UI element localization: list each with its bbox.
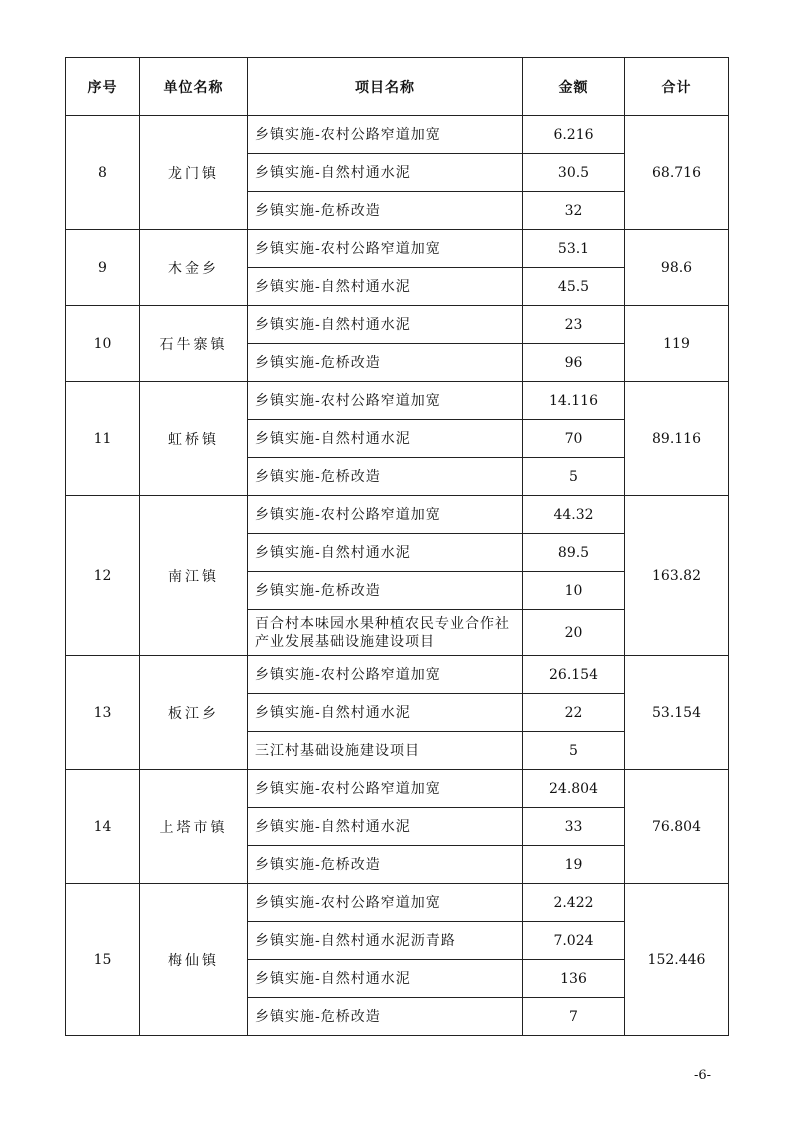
amount-cell: 32: [523, 192, 625, 230]
project-cell: 乡镇实施-自然村通水泥: [248, 960, 523, 998]
amount-cell: 70: [523, 420, 625, 458]
project-cell: 三江村基础设施建设项目: [248, 732, 523, 770]
funding-table: [65, 57, 729, 1036]
project-cell: 乡镇实施-自然村通水泥: [248, 808, 523, 846]
amount-cell: 24.804: [523, 770, 625, 808]
project-cell: 乡镇实施-危桥改造: [248, 846, 523, 884]
project-cell: 乡镇实施-危桥改造: [248, 192, 523, 230]
unit-cell: 板江乡: [140, 656, 248, 770]
amount-cell: 20: [523, 610, 625, 656]
amount-cell: 10: [523, 572, 625, 610]
amount-cell: 30.5: [523, 154, 625, 192]
header-total: 合计: [625, 58, 729, 116]
header-project: 项目名称: [248, 58, 523, 116]
total-cell: 119: [625, 306, 729, 382]
table-row: [66, 770, 729, 808]
project-cell: 乡镇实施-农村公路窄道加宽: [248, 656, 523, 694]
seq-cell: 11: [66, 382, 140, 496]
project-cell: 乡镇实施-危桥改造: [248, 572, 523, 610]
total-cell: 89.116: [625, 382, 729, 496]
project-cell: 乡镇实施-农村公路窄道加宽: [248, 496, 523, 534]
project-cell: 乡镇实施-危桥改造: [248, 998, 523, 1036]
total-cell: 163.82: [625, 496, 729, 656]
amount-cell: 26.154: [523, 656, 625, 694]
table-row: [66, 230, 729, 268]
total-cell: 53.154: [625, 656, 729, 770]
project-cell: 乡镇实施-自然村通水泥: [248, 306, 523, 344]
project-cell: 乡镇实施-自然村通水泥: [248, 154, 523, 192]
amount-cell: 33: [523, 808, 625, 846]
table-row: [66, 884, 729, 922]
seq-cell: 10: [66, 306, 140, 382]
amount-cell: 89.5: [523, 534, 625, 572]
unit-cell: 龙门镇: [140, 116, 248, 230]
header-seq: 序号: [66, 58, 140, 116]
project-cell: 乡镇实施-自然村通水泥: [248, 268, 523, 306]
unit-cell: 木金乡: [140, 230, 248, 306]
project-cell: 乡镇实施-危桥改造: [248, 344, 523, 382]
header-amount: 金额: [523, 58, 625, 116]
amount-cell: 44.32: [523, 496, 625, 534]
amount-cell: 2.422: [523, 884, 625, 922]
amount-cell: 5: [523, 732, 625, 770]
project-cell: 百合村本味园水果种植农民专业合作社产业发展基础设施建设项目: [248, 610, 523, 656]
amount-cell: 6.216: [523, 116, 625, 154]
amount-cell: 23: [523, 306, 625, 344]
total-cell: 98.6: [625, 230, 729, 306]
unit-cell: 南江镇: [140, 496, 248, 656]
project-cell: 乡镇实施-农村公路窄道加宽: [248, 382, 523, 420]
amount-cell: 45.5: [523, 268, 625, 306]
table-row: [66, 116, 729, 154]
seq-cell: 15: [66, 884, 140, 1036]
project-cell: 乡镇实施-农村公路窄道加宽: [248, 884, 523, 922]
table-row: [66, 306, 729, 344]
amount-cell: 7: [523, 998, 625, 1036]
project-cell: 乡镇实施-自然村通水泥: [248, 420, 523, 458]
seq-cell: 13: [66, 656, 140, 770]
project-cell: 乡镇实施-自然村通水泥: [248, 534, 523, 572]
seq-cell: 9: [66, 230, 140, 306]
unit-cell: 石牛寨镇: [140, 306, 248, 382]
amount-cell: 96: [523, 344, 625, 382]
table-row: [66, 382, 729, 420]
table-row: [66, 496, 729, 534]
table-header-row: [66, 58, 729, 116]
unit-cell: 虹桥镇: [140, 382, 248, 496]
amount-cell: 5: [523, 458, 625, 496]
amount-cell: 19: [523, 846, 625, 884]
project-cell: 乡镇实施-危桥改造: [248, 458, 523, 496]
amount-cell: 22: [523, 694, 625, 732]
amount-cell: 7.024: [523, 922, 625, 960]
amount-cell: 136: [523, 960, 625, 998]
project-cell: 乡镇实施-自然村通水泥沥青路: [248, 922, 523, 960]
seq-cell: 14: [66, 770, 140, 884]
total-cell: 152.446: [625, 884, 729, 1036]
project-cell: 乡镇实施-自然村通水泥: [248, 694, 523, 732]
unit-cell: 上塔市镇: [140, 770, 248, 884]
project-cell: 乡镇实施-农村公路窄道加宽: [248, 230, 523, 268]
page-number: -6-: [694, 1068, 712, 1083]
total-cell: 68.716: [625, 116, 729, 230]
total-cell: 76.804: [625, 770, 729, 884]
seq-cell: 12: [66, 496, 140, 656]
table-body: [66, 116, 729, 1036]
table-row: [66, 656, 729, 694]
amount-cell: 14.116: [523, 382, 625, 420]
header-unit: 单位名称: [140, 58, 248, 116]
project-cell: 乡镇实施-农村公路窄道加宽: [248, 116, 523, 154]
seq-cell: 8: [66, 116, 140, 230]
amount-cell: 53.1: [523, 230, 625, 268]
unit-cell: 梅仙镇: [140, 884, 248, 1036]
project-cell: 乡镇实施-农村公路窄道加宽: [248, 770, 523, 808]
